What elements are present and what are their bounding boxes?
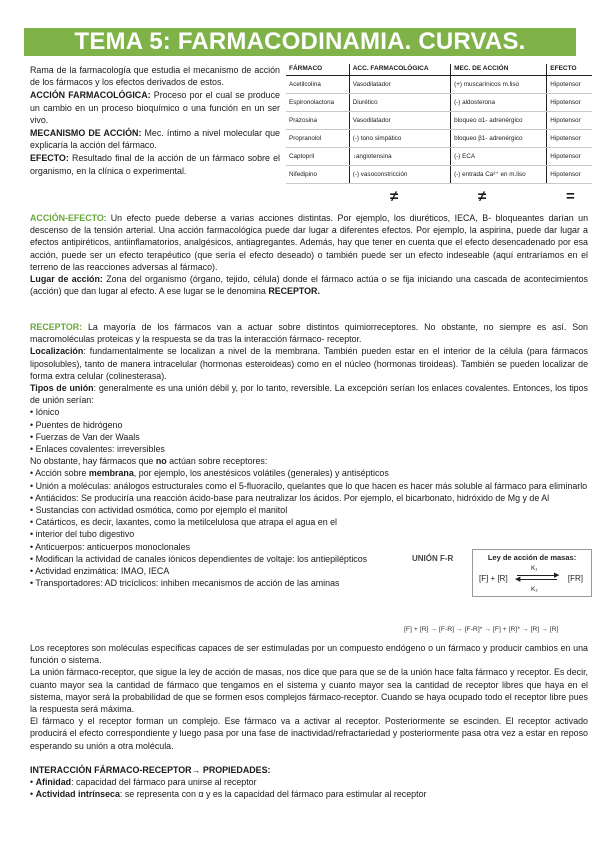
mass-action-paragraph: La unión fármaco-receptor, que sigue la ley de acción de masas, nos dice que para que se de la unión hace falta fármaco y receptor. Es decir, cuanto mayor sea la cantidad de fármaco que tengamos en el sistema y cuanto mayor sea la cantidad de receptor libres que haya en el sistema, mayor será la probabilidad de que se formen esos complejos fármaco-receptor. Cuando se haya ocupado todo el receptor libre pues la respuesta será máxima. [30,667,588,715]
symbol-not-equal: ≠ [478,188,487,205]
list-item: • Catárticos, es decir, laxantes, como la metilcelulosa que atrapa el agua en el [30,516,400,528]
lugar-accion-paragraph: Lugar de acción: Zona del organismo (órgano, tejido, célula) donde el fármaco actúa o se fija iniciando una cascada de acontecimientos (acción) que dan lugar al efecto. A ese lugar se le denomina RECEPTOR. [30,274,588,297]
intro-mecanismo-accion: MECANISMO DE ACCIÓN: Mec. íntimo a nivel molecular que explicaría la acción del fármaco. [30,128,280,151]
symbol-not-equal: ≠ [390,188,399,205]
list-item: • Anticuerpos: anticuerpos monoclonales [30,541,588,553]
table-cell: Captopril [286,148,349,166]
table-cell: Espironolactona [286,94,349,112]
table-cell: Hipotensor [547,148,592,166]
table-cell: Vasodilatador [349,76,450,94]
no-actuan-paragraph: No obstante, hay fármacos que no actúan sobre receptores: [30,456,268,467]
intro-section [30,64,280,178]
equation-left: [F] + [R] [479,574,508,583]
table-row [286,166,592,184]
list-item: • Transportadores: AD tricíclicos: inhiben mecanismos de acción de las aminas [30,577,588,589]
union-fr-label: UNIÓN F-R [412,554,454,563]
table-cell: Prazosina [286,112,349,130]
table-row [286,148,592,166]
table-row [286,76,592,94]
list-item: • Actividad enzimática: IMAO, IECA [30,565,588,577]
table-cell: Hipotensor [547,112,592,130]
table-cell: Hipotensor [547,130,592,148]
list-item: • Enlaces covalentes: irreversibles [30,443,588,455]
list-item: • Actividad intrínseca: se representa con α y es la capacidad del fármaco para estimular al receptor [30,788,588,800]
table-cell: Hipotensor [547,94,592,112]
reverse-arrow [517,579,557,580]
symbol-equal: = [566,188,575,205]
table-cell: Nifedipino [286,166,349,184]
table-cell: Diurético [349,94,450,112]
list-item: • Puentes de hidrógeno [30,419,588,431]
page-title: TEMA 5: FARMACODINAMIA. CURVAS. [24,28,576,56]
intro-accion-farmacologica: ACCIÓN FARMACOLÓGICA: Proceso por el cual se produce un cambio en un proceso bioquímico o una función en un ser vivo. [30,90,280,125]
properties-list [30,776,588,800]
drug-table-body [286,76,592,184]
complex-paragraph: El fármaco y el receptor forman un complejo. Ese fármaco va a activar al receptor. Posteriormente se escinden. El receptor activado producirá el efecto correspondiente y luego pasa por una fase de inactividad/refractariedad y posteriormente pasa otra vez a estar en reposo esperando su unión a otra molécula. [30,716,588,751]
table-cell: (-) aldosterona [451,94,547,112]
receptor-cycle-chain: [F] + [R] → [F-R] → [F-R]* → [F] + [R]* → [R] → [R] [404,626,559,633]
list-item: • Fuerzas de Van der Waals [30,431,588,443]
table-cell: ↓angiotensina [349,148,450,166]
table-header-cell: MEC. DE ACCIÓN [451,64,547,76]
table-cell: (-) entrada Ca²⁺ en m.liso [451,166,547,184]
table-header-cell: ACC. FARMACOLÓGICA [349,64,450,76]
table-cell: Hipotensor [547,166,592,184]
table-row [286,94,592,112]
forward-arrow [517,575,557,576]
intro-definition: Rama de la farmacología que estudia el mecanismo de acción de los fármacos y los efectos derivados de estos. [30,65,280,88]
constant-k2: K₂ [531,586,538,593]
constant-k1: K₁ [531,565,538,572]
table-cell: Propranolol [286,130,349,148]
reverse-arrowhead-icon: ◀ [515,576,521,583]
drug-table-header [286,64,592,76]
list-item: • Unión a moléculas: análogos estructurales como el 5-fluoracilo, quelantes que lo que hacen es hacer más soluble al fármaco para eliminarlo [30,480,588,492]
mass-action-title: Ley de acción de masas: [487,553,577,562]
receptor-definition: Los receptores son moléculas específicas capaces de ser estimuladas por un compuesto endógeno o un fármaco y producir cambios en una función o sistema. [30,643,588,666]
interaction-heading: INTERACCIÓN FÁRMACO-RECEPTOR→ PROPIEDADES: [30,764,271,775]
list-item: • Afinidad: capacidad del fármaco para unirse al receptor [30,776,588,788]
table-row [286,130,592,148]
list-item: • Sustancias con actividad osmótica, como por ejemplo el manitol [30,504,400,516]
table-cell: (+) muscarínicos m.liso [451,76,547,94]
mass-action-box [472,549,592,597]
table-header-cell: EFECTO [547,64,592,76]
accion-efecto-section [30,212,588,297]
table-cell: (-) vasoconstricción [349,166,450,184]
table-cell: bloqueo α1- adrenérgico [451,112,547,130]
table-cell: Acetilcolina [286,76,349,94]
table-cell: bloqueo β1- adrenérgico [451,130,547,148]
tipos-union-paragraph: Tipos de unión: generalmente es una unión débil y, por lo tanto, reversible. La excepción serían los enlaces covalentes. Entonces, los tipos de unión serían: [30,383,588,406]
tipos-union-list [30,406,588,455]
table-cell: Vasodilatador [349,112,450,130]
receptor-paragraph: RECEPTOR: La mayoría de los fármacos van a actuar sobre distintos quimiorreceptores. No obstante, no siempre es así. Son macromoléculas proteicas y la respuesta se da tras la interacción fármaco- receptor. [30,322,588,345]
table-row [286,112,592,130]
table-cell: (-) tono simpático [349,130,450,148]
intro-efecto: EFECTO: Resultado final de la acción de un fármaco sobre el organismo, en la clínica o experimental. [30,153,280,176]
localizacion-paragraph: Localización: fundamentalmente se localizan a nivel de la membrana. También pueden estar en el interior de la célula (para fármacos liposolubles), tanto de manera intracelular (hormonas esteroideas) como en el núcleo (hormonas tiroideas). También se pueden localizar de forma extra celular (colinesterasa). [30,346,588,381]
table-cell: Hipotensor [547,76,592,94]
closing-section [30,642,588,800]
list-item: • Iónico [30,406,588,418]
list-item: • Acción sobre membrana, por ejemplo, los anestésicos volátiles (generales) y antisépticos [30,467,588,479]
equation-right: [FR] [567,574,583,583]
mass-action-equation [473,566,591,596]
accion-efecto-paragraph: ACCIÓN-EFECTO: Un efecto puede deberse a varias acciones distintas. Por ejemplo, los diuréticos, IECA, B- bloqueantes darían un descenso de la tensión arterial. Una acción farmacológica puede dar lugar a diferentes efectos. Por ejemplo, la aspirina, puede dar lugar a efectos antipiréticos, antiinflamatorios, analgésicos, antiagregantes. Además, hay que tener en cuenta que el efecto desencadenado por esa acción, puede ser un efecto terapéutico (que sería el efecto deseado) o también puede ser un efecto indeseable (aquí entraríamos en el terreno de las reacciones adversas al fármaco). [30,213,588,272]
forward-arrowhead-icon: ▶ [554,572,560,579]
list-item: • Antiácidos: Se produciría una reacción ácido-base para neutralizar los ácidos. Por ejemplo, el bicarbonato, hidróxido de Mg y de Al [30,492,588,504]
list-item: • interior del tubo digestivo [30,528,400,540]
table-cell: (-) ECA [451,148,547,166]
drug-table [286,64,592,184]
list-item: • Modifican la actividad de canales iónicos dependientes de voltaje: los antiepilépticos [30,553,588,565]
table-header-cell: FÁRMACO [286,64,349,76]
